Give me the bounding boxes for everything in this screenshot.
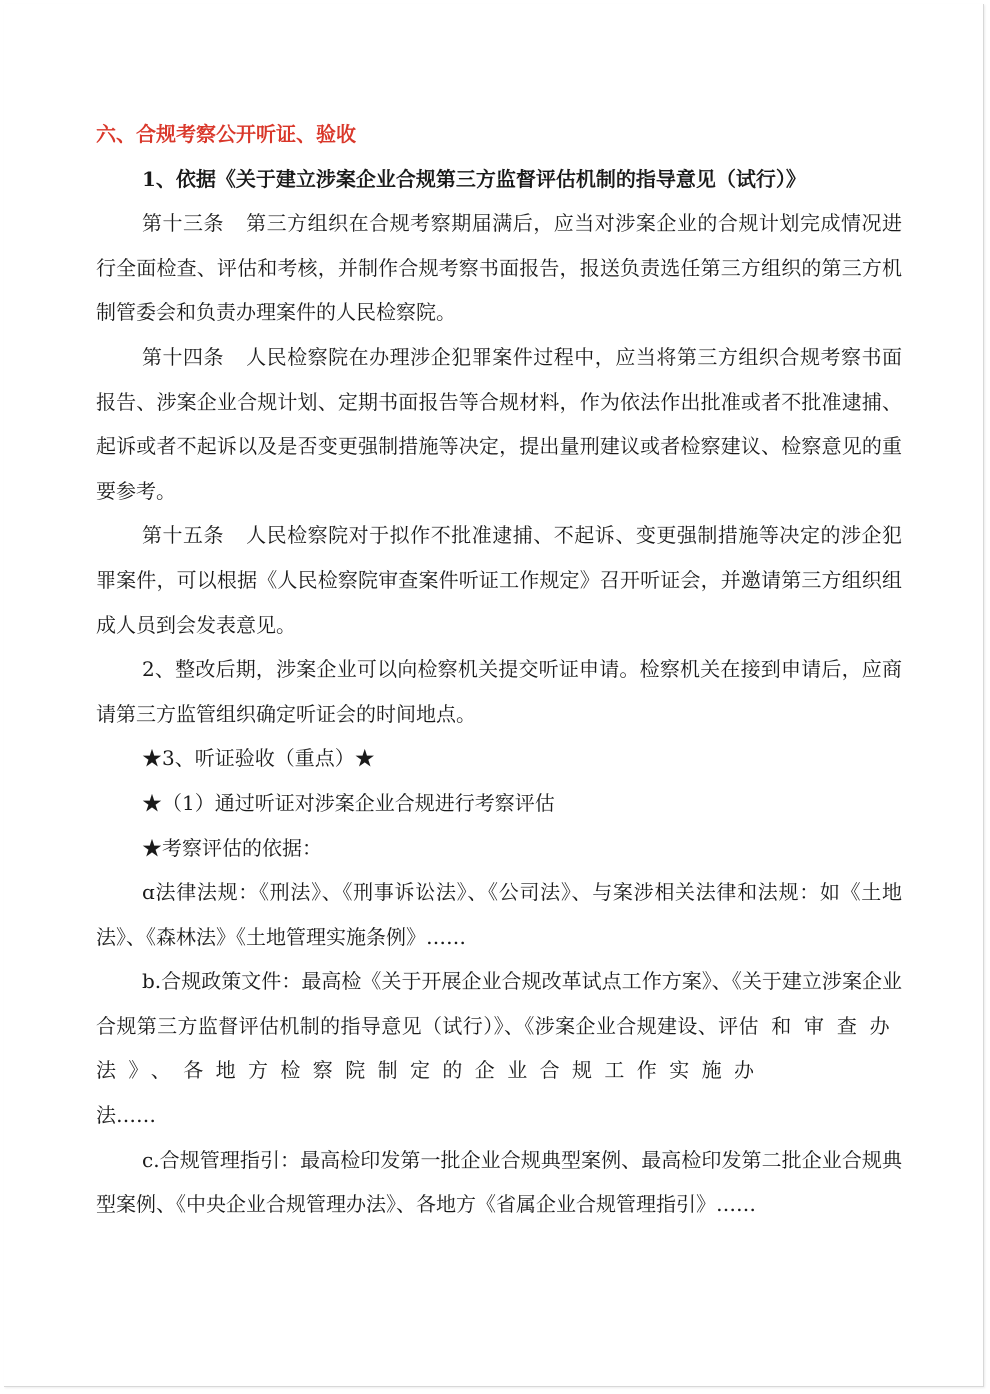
item-c-guidelines: c.合规管理指引：最高检印发第一批企业合规典型案例、最高检印发第二批企业合规典型案例、《中央企业合规管理办法》、各地方《省属企业合规管理指引》……: [96, 1147, 902, 1217]
article-15-text: 人民检察院对于拟作不批准逮捕、不起诉、变更强制措施等决定的涉企犯罪案件，可以根据《人民检察院审查案件听证工作规定》召开听证会，并邀请第三方组织组成人员到会发表意见。: [96, 523, 903, 637]
document-body: [96, 112, 902, 1227]
article-13-text: 第三方组织在合规考察期届满后，应当对涉案企业的合规计划完成情况进行全面检查、评估和考核，并制作合规考察书面报告，报送负责选任第三方组织的第三方机制管委会和负责办理案件的人民检察院。: [96, 211, 903, 325]
item-b-text-1: b.合规政策文件：最高检《关于开展企业合规改革试点工作方案》、《关于建立涉案企业合规第三方监督评估机制的指导意见（试行）》、《涉案企业合规建设、评: [96, 969, 902, 1038]
rectification-paragraph: 2、整改后期，涉案企业可以向检察机关提交听证申请。检察机关在接到申请后，应商请第三方监管组织确定听证会的时间地点。: [96, 657, 902, 726]
item-b-text-2: 估和审查办法》、各地方检察院制定的企业合规工作实施办: [96, 1013, 903, 1083]
item-a-laws: ɑ法律法规：《刑法》、《刑事诉讼法》、《公司法》、与案涉相关法律和法规：如《土地法》、《森林法》《土地管理实施条例》……: [96, 880, 902, 949]
hearing-heading: ★3、听证验收（重点）★: [142, 746, 375, 771]
article-15: [96, 513, 902, 647]
article-14: [96, 335, 902, 513]
article-15-number: 第十五条: [142, 523, 225, 548]
article-14-text: 人民检察院在办理涉企犯罪案件过程中，应当将第三方组织合规考察书面报告、涉案企业合规计划、定期书面报告等合规材料，作为依法作出批准或者不批准逮捕、起诉或者不起诉以及是否变更强制措施等决定，提出量刑建议或者检察建议、检察意见的重要参考。: [96, 344, 903, 503]
item-b-policies: [96, 959, 902, 1137]
basis-heading: 1、依据《关于建立涉案企业合规第三方监督评估机制的指导意见（试行）》: [142, 166, 806, 191]
section-heading: 六、合规考察公开听证、验收: [96, 122, 356, 146]
article-14-number: 第十四条: [142, 344, 225, 369]
hearing-subheading: ★（1）通过听证对涉案企业合规进行考察评估: [142, 790, 555, 815]
item-b-text-3: 法……: [96, 1103, 156, 1128]
document-page: [4, 4, 984, 1387]
article-13: [96, 201, 902, 335]
article-13-number: 第十三条: [142, 211, 225, 236]
evaluation-basis-label: ★考察评估的依据：: [142, 835, 322, 860]
